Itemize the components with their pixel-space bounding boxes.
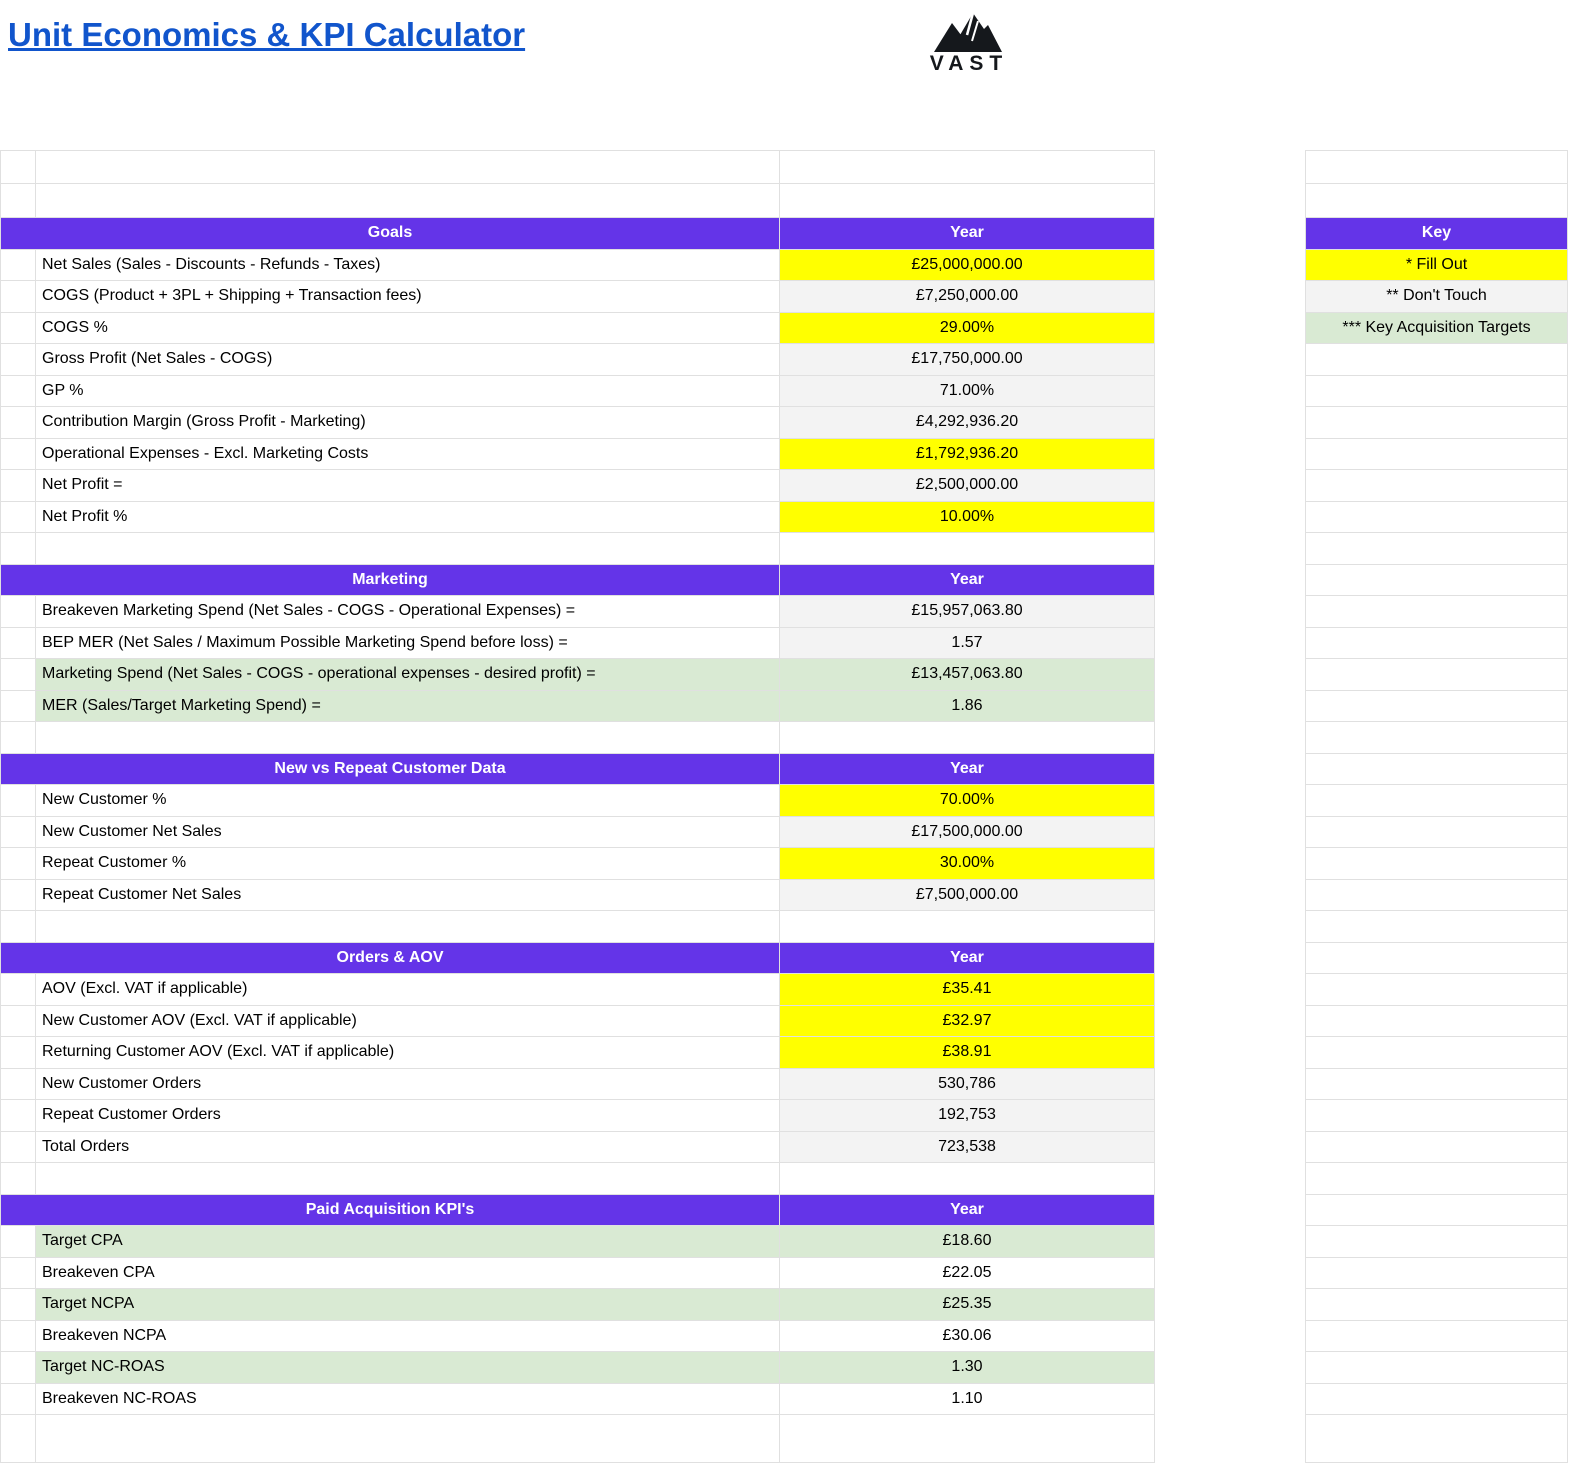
key-empty-cell[interactable] [1305, 1100, 1568, 1132]
metric-value[interactable]: 30.00% [780, 848, 1155, 880]
metric-value[interactable]: 1.30 [780, 1352, 1155, 1384]
gap-cell [1155, 1006, 1305, 1038]
section-header[interactable]: Goals [0, 218, 780, 250]
metric-label[interactable]: Gross Profit (Net Sales - COGS) [36, 344, 780, 376]
gap-cell [1155, 722, 1305, 754]
row-gutter [0, 313, 36, 345]
row-gutter [0, 722, 36, 754]
row-gutter [0, 628, 36, 660]
edge-cell [1568, 150, 1596, 184]
metric-value[interactable]: £17,500,000.00 [780, 817, 1155, 849]
gap-cell [1155, 1289, 1305, 1321]
key-empty-cell[interactable] [1305, 533, 1568, 565]
metric-label[interactable]: MER (Sales/Target Marketing Spend) = [36, 691, 780, 723]
edge-cell [1568, 691, 1596, 723]
metric-label[interactable]: BEP MER (Net Sales / Maximum Possible Marketing Spend before loss) = [36, 628, 780, 660]
key-empty-cell[interactable] [1305, 439, 1568, 471]
metric-value[interactable]: £32.97 [780, 1006, 1155, 1038]
key-empty-cell[interactable] [1305, 1037, 1568, 1069]
row-gutter [0, 848, 36, 880]
empty-cell[interactable] [36, 911, 780, 943]
metric-value[interactable]: 71.00% [780, 376, 1155, 408]
key-empty-cell[interactable] [1305, 1384, 1568, 1416]
key-empty-cell[interactable] [1305, 754, 1568, 786]
edge-cell [1568, 1163, 1596, 1195]
metric-value[interactable]: 1.86 [780, 691, 1155, 723]
key-empty-cell[interactable] [1305, 974, 1568, 1006]
edge-cell [1568, 1415, 1596, 1463]
empty-cell[interactable] [780, 1415, 1155, 1463]
gap-cell [1155, 533, 1305, 565]
metric-label[interactable]: Target CPA [36, 1226, 780, 1258]
metric-label[interactable]: New Customer AOV (Excl. VAT if applicable) [36, 1006, 780, 1038]
edge-cell [1568, 628, 1596, 660]
edge-cell [1568, 1069, 1596, 1101]
gap-cell [1155, 785, 1305, 817]
gap-cell [1155, 1226, 1305, 1258]
empty-cell[interactable] [780, 533, 1155, 565]
key-empty-cell[interactable] [1305, 785, 1568, 817]
year-header[interactable]: Year [780, 1195, 1155, 1227]
key-empty-cell[interactable] [1305, 1258, 1568, 1290]
metric-label[interactable]: COGS % [36, 313, 780, 345]
empty-cell[interactable] [780, 722, 1155, 754]
edge-cell [1568, 313, 1596, 345]
gap-cell [1155, 376, 1305, 408]
metric-value[interactable]: £7,500,000.00 [780, 880, 1155, 912]
section-header[interactable]: New vs Repeat Customer Data [0, 754, 780, 786]
key-empty-cell[interactable] [1305, 470, 1568, 502]
metric-label[interactable]: Net Sales (Sales - Discounts - Refunds - Taxes) [36, 250, 780, 282]
row-gutter [0, 596, 36, 628]
year-header[interactable]: Year [780, 943, 1155, 975]
key-empty-cell[interactable] [1305, 1415, 1568, 1463]
edge-cell [1568, 344, 1596, 376]
edge-cell [1568, 1384, 1596, 1416]
metric-label[interactable]: Marketing Spend (Net Sales - COGS - operational expenses - desired profit) = [36, 659, 780, 691]
section-header[interactable]: Paid Acquisition KPI's [0, 1195, 780, 1227]
key-empty-cell[interactable] [1305, 344, 1568, 376]
gap-cell [1155, 218, 1305, 250]
metric-label[interactable]: New Customer Net Sales [36, 817, 780, 849]
gap-cell [1155, 1415, 1305, 1463]
key-empty-cell[interactable] [1305, 1069, 1568, 1101]
gap-cell [1155, 628, 1305, 660]
metric-label[interactable]: Breakeven CPA [36, 1258, 780, 1290]
metric-value[interactable]: £38.91 [780, 1037, 1155, 1069]
edge-cell [1568, 596, 1596, 628]
metric-value[interactable]: £17,750,000.00 [780, 344, 1155, 376]
gap-cell [1155, 1132, 1305, 1164]
edge-cell [1568, 974, 1596, 1006]
key-empty-cell[interactable] [1305, 722, 1568, 754]
key-empty-cell[interactable] [1305, 880, 1568, 912]
row-gutter [0, 407, 36, 439]
metric-value[interactable]: 1.57 [780, 628, 1155, 660]
metric-value[interactable]: £15,957,063.80 [780, 596, 1155, 628]
gap-cell [1155, 1352, 1305, 1384]
row-gutter [0, 1100, 36, 1132]
key-empty-cell[interactable] [1305, 150, 1568, 184]
metric-label[interactable]: Total Orders [36, 1132, 780, 1164]
metric-value[interactable]: £25.35 [780, 1289, 1155, 1321]
metric-value[interactable]: £1,792,936.20 [780, 439, 1155, 471]
row-gutter [0, 533, 36, 565]
key-empty-cell[interactable] [1305, 1163, 1568, 1195]
metric-label[interactable]: Breakeven NC-ROAS [36, 1384, 780, 1416]
gap-cell [1155, 848, 1305, 880]
row-gutter [0, 785, 36, 817]
row-gutter [0, 184, 36, 218]
key-item[interactable]: ** Don't Touch [1305, 281, 1568, 313]
metric-label[interactable]: GP % [36, 376, 780, 408]
metric-value[interactable]: 723,538 [780, 1132, 1155, 1164]
row-gutter [0, 1006, 36, 1038]
row-gutter [0, 1384, 36, 1416]
gap-cell [1155, 1195, 1305, 1227]
spreadsheet [0, 150, 1596, 1463]
mountain-icon [920, 8, 1012, 54]
edge-cell [1568, 533, 1596, 565]
empty-cell[interactable] [36, 722, 780, 754]
metric-label[interactable]: Repeat Customer % [36, 848, 780, 880]
edge-cell [1568, 817, 1596, 849]
gap-cell [1155, 1163, 1305, 1195]
edge-cell [1568, 1195, 1596, 1227]
metric-label[interactable]: Target NC-ROAS [36, 1352, 780, 1384]
gap-cell [1155, 250, 1305, 282]
metric-label[interactable]: Repeat Customer Orders [36, 1100, 780, 1132]
key-empty-cell[interactable] [1305, 691, 1568, 723]
edge-cell [1568, 1289, 1596, 1321]
row-gutter [0, 1163, 36, 1195]
row-gutter [0, 659, 36, 691]
edge-cell [1568, 218, 1596, 250]
gap-cell [1155, 1069, 1305, 1101]
key-empty-cell[interactable] [1305, 659, 1568, 691]
edge-cell [1568, 439, 1596, 471]
year-header[interactable]: Year [780, 754, 1155, 786]
edge-cell [1568, 281, 1596, 313]
edge-cell [1568, 911, 1596, 943]
metric-label[interactable]: Contribution Margin (Gross Profit - Marketing) [36, 407, 780, 439]
key-empty-cell[interactable] [1305, 1289, 1568, 1321]
edge-cell [1568, 943, 1596, 975]
page-header [0, 0, 1596, 150]
row-gutter [0, 1258, 36, 1290]
row-gutter [0, 880, 36, 912]
metric-label[interactable]: New Customer Orders [36, 1069, 780, 1101]
row-gutter [0, 1069, 36, 1101]
gap-cell [1155, 281, 1305, 313]
gap-cell [1155, 1100, 1305, 1132]
key-empty-cell[interactable] [1305, 848, 1568, 880]
row-gutter [0, 281, 36, 313]
row-gutter [0, 502, 36, 534]
metric-value[interactable]: 530,786 [780, 1069, 1155, 1101]
empty-cell[interactable] [36, 533, 780, 565]
empty-cell[interactable] [36, 1415, 780, 1463]
year-header[interactable]: Year [780, 565, 1155, 597]
key-empty-cell[interactable] [1305, 943, 1568, 975]
edge-cell [1568, 1321, 1596, 1353]
row-gutter [0, 817, 36, 849]
key-empty-cell[interactable] [1305, 596, 1568, 628]
edge-cell [1568, 785, 1596, 817]
empty-cell[interactable] [780, 911, 1155, 943]
metric-value[interactable]: £13,457,063.80 [780, 659, 1155, 691]
edge-cell [1568, 754, 1596, 786]
row-gutter [0, 691, 36, 723]
gap-cell [1155, 1258, 1305, 1290]
gap-cell [1155, 974, 1305, 1006]
row-gutter [0, 1226, 36, 1258]
gap-cell [1155, 470, 1305, 502]
gap-cell [1155, 407, 1305, 439]
gap-cell [1155, 1384, 1305, 1416]
key-empty-cell[interactable] [1305, 817, 1568, 849]
metric-label[interactable]: COGS (Product + 3PL + Shipping + Transaction fees) [36, 281, 780, 313]
key-header[interactable]: Key [1305, 218, 1568, 250]
metric-value[interactable]: £22.05 [780, 1258, 1155, 1290]
key-empty-cell[interactable] [1305, 1321, 1568, 1353]
metric-value[interactable]: £35.41 [780, 974, 1155, 1006]
metric-value[interactable]: £25,000,000.00 [780, 250, 1155, 282]
edge-cell [1568, 1037, 1596, 1069]
empty-cell[interactable] [780, 184, 1155, 218]
section-header[interactable]: Orders & AOV [0, 943, 780, 975]
key-empty-cell[interactable] [1305, 1352, 1568, 1384]
metric-label[interactable]: Net Profit = [36, 470, 780, 502]
edge-cell [1568, 1132, 1596, 1164]
edge-cell [1568, 1258, 1596, 1290]
empty-cell[interactable] [36, 1163, 780, 1195]
edge-cell [1568, 376, 1596, 408]
row-gutter [0, 974, 36, 1006]
gap-cell [1155, 659, 1305, 691]
gap-cell [1155, 911, 1305, 943]
metric-value[interactable]: 29.00% [780, 313, 1155, 345]
metric-value[interactable]: £7,250,000.00 [780, 281, 1155, 313]
edge-cell [1568, 470, 1596, 502]
key-empty-cell[interactable] [1305, 628, 1568, 660]
metric-value[interactable]: £2,500,000.00 [780, 470, 1155, 502]
row-gutter [0, 470, 36, 502]
key-empty-cell[interactable] [1305, 1132, 1568, 1164]
key-empty-cell[interactable] [1305, 1226, 1568, 1258]
row-gutter [0, 1037, 36, 1069]
gap-cell [1155, 184, 1305, 218]
edge-cell [1568, 722, 1596, 754]
empty-cell[interactable] [36, 184, 780, 218]
metric-label[interactable]: Breakeven NCPA [36, 1321, 780, 1353]
gap-cell [1155, 1321, 1305, 1353]
gap-cell [1155, 150, 1305, 184]
metric-label[interactable]: Breakeven Marketing Spend (Net Sales - COGS - Operational Expenses) = [36, 596, 780, 628]
key-empty-cell[interactable] [1305, 376, 1568, 408]
metric-label[interactable]: Net Profit % [36, 502, 780, 534]
row-gutter [0, 911, 36, 943]
metric-value[interactable]: £4,292,936.20 [780, 407, 1155, 439]
empty-cell[interactable] [780, 150, 1155, 184]
metric-value[interactable]: £30.06 [780, 1321, 1155, 1353]
row-gutter [0, 439, 36, 471]
key-empty-cell[interactable] [1305, 911, 1568, 943]
row-gutter [0, 376, 36, 408]
row-gutter [0, 344, 36, 376]
row-gutter [0, 150, 36, 184]
edge-cell [1568, 184, 1596, 218]
vast-logo [920, 8, 1012, 76]
row-gutter [0, 1352, 36, 1384]
row-gutter [0, 250, 36, 282]
metric-label[interactable]: Operational Expenses - Excl. Marketing Costs [36, 439, 780, 471]
metric-label[interactable]: Returning Customer AOV (Excl. VAT if applicable) [36, 1037, 780, 1069]
row-gutter [0, 1289, 36, 1321]
metric-value[interactable]: 192,753 [780, 1100, 1155, 1132]
key-empty-cell[interactable] [1305, 407, 1568, 439]
edge-cell [1568, 880, 1596, 912]
metric-value[interactable]: £18.60 [780, 1226, 1155, 1258]
edge-cell [1568, 502, 1596, 534]
gap-cell [1155, 943, 1305, 975]
key-empty-cell[interactable] [1305, 1006, 1568, 1038]
edge-cell [1568, 1352, 1596, 1384]
edge-cell [1568, 1006, 1596, 1038]
metric-value[interactable]: 10.00% [780, 502, 1155, 534]
gap-cell [1155, 439, 1305, 471]
metric-label[interactable]: New Customer % [36, 785, 780, 817]
edge-cell [1568, 250, 1596, 282]
metric-value[interactable]: 70.00% [780, 785, 1155, 817]
gap-cell [1155, 691, 1305, 723]
section-header[interactable]: Marketing [0, 565, 780, 597]
gap-cell [1155, 880, 1305, 912]
row-gutter [0, 1132, 36, 1164]
key-item[interactable]: *** Key Acquisition Targets [1305, 313, 1568, 345]
gap-cell [1155, 344, 1305, 376]
gap-cell [1155, 565, 1305, 597]
key-empty-cell[interactable] [1305, 1195, 1568, 1227]
key-empty-cell[interactable] [1305, 502, 1568, 534]
year-header[interactable]: Year [780, 218, 1155, 250]
edge-cell [1568, 659, 1596, 691]
edge-cell [1568, 565, 1596, 597]
row-gutter [0, 1415, 36, 1463]
metric-value[interactable]: 1.10 [780, 1384, 1155, 1416]
edge-cell [1568, 848, 1596, 880]
gap-cell [1155, 596, 1305, 628]
gap-cell [1155, 1037, 1305, 1069]
key-empty-cell[interactable] [1305, 565, 1568, 597]
row-gutter [0, 1321, 36, 1353]
metric-label[interactable]: Target NCPA [36, 1289, 780, 1321]
edge-cell [1568, 1100, 1596, 1132]
page-title[interactable]: Unit Economics & KPI Calculator [8, 16, 526, 53]
metric-label[interactable]: AOV (Excl. VAT if applicable) [36, 974, 780, 1006]
empty-cell[interactable] [780, 1163, 1155, 1195]
gap-cell [1155, 313, 1305, 345]
edge-cell [1568, 1226, 1596, 1258]
gap-cell [1155, 817, 1305, 849]
logo-text: VAST [929, 52, 1009, 75]
metric-label[interactable]: Repeat Customer Net Sales [36, 880, 780, 912]
key-empty-cell[interactable] [1305, 184, 1568, 218]
edge-cell [1568, 407, 1596, 439]
gap-cell [1155, 754, 1305, 786]
empty-cell[interactable] [36, 150, 780, 184]
gap-cell [1155, 502, 1305, 534]
key-item[interactable]: * Fill Out [1305, 250, 1568, 282]
